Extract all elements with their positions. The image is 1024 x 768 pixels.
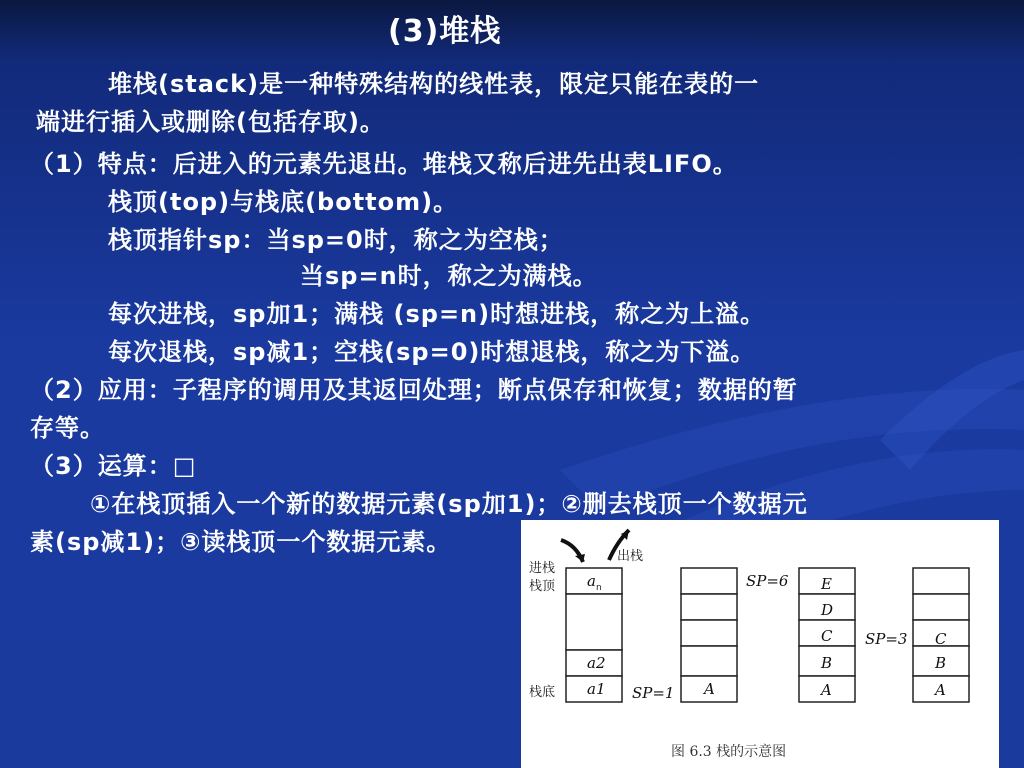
stack-cell: a: [587, 572, 596, 590]
top-label: 栈顶: [529, 579, 556, 594]
paragraph-line: ①在栈顶插入一个新的数据元素(sp加1)；②删去栈顶一个数据元: [90, 490, 808, 518]
push-label: 进栈: [529, 561, 556, 576]
stack-cell: A: [935, 681, 946, 699]
stack-sp1: [632, 568, 737, 702]
bottom-label: 栈底: [529, 685, 556, 700]
figure-caption: 图 6.3 栈的示意图: [671, 744, 787, 760]
paragraph-line: （3）运算：□: [30, 452, 197, 480]
stack-diagram-figure: [521, 520, 999, 768]
paragraph-line: 堆栈(stack)是一种特殊结构的线性表，限定只能在表的一: [108, 70, 760, 98]
stack-cell: B: [935, 654, 947, 672]
paragraph-line: 栈顶指针sp：当sp=0时，称之为空栈；: [108, 226, 564, 254]
paragraph-line: 端进行插入或删除(包括存取)。: [36, 108, 385, 136]
stack-cell: A: [821, 681, 832, 699]
stack-sp6: [746, 568, 855, 702]
stack-cell: D: [821, 601, 834, 619]
stack-cell-subscript: n: [596, 583, 602, 593]
pop-label: 出栈: [617, 549, 644, 564]
sp-label: SP=3: [865, 630, 908, 648]
paragraph-line: （1）特点：后进入的元素先退出。堆栈又称后进先出表LIFO。: [30, 150, 738, 178]
paragraph-line: 每次退栈，sp减1；空栈(sp=0)时想退栈，称之为下溢。: [108, 338, 756, 366]
stack-cell: a2: [587, 654, 606, 672]
sp-label: SP=6: [746, 572, 789, 590]
paragraph-line: 存等。: [30, 414, 105, 442]
slide-title: (3)堆栈: [388, 14, 502, 49]
stack-sp3: [865, 568, 969, 702]
sp-label: SP=1: [632, 684, 675, 702]
paragraph-line: 素(sp减1)；③读栈顶一个数据元素。: [30, 528, 452, 556]
paragraph-line: （2）应用：子程序的调用及其返回处理；断点保存和恢复；数据的暂: [30, 376, 798, 404]
stack-cell: a1: [587, 680, 606, 698]
paragraph-line: 栈顶(top)与栈底(bottom)。: [108, 188, 459, 216]
stack-cell: B: [821, 654, 833, 672]
stack-cell: C: [821, 627, 833, 645]
stack-full: [566, 568, 622, 702]
paragraph-line: 每次进栈，sp加1；满栈 (sp=n)时想进栈，称之为上溢。: [108, 300, 766, 328]
stack-cell: C: [935, 630, 947, 648]
stack-cell: A: [704, 680, 715, 698]
paragraph-line: 当sp=n时，称之为满栈。: [300, 262, 598, 290]
stack-cell: E: [821, 575, 832, 593]
